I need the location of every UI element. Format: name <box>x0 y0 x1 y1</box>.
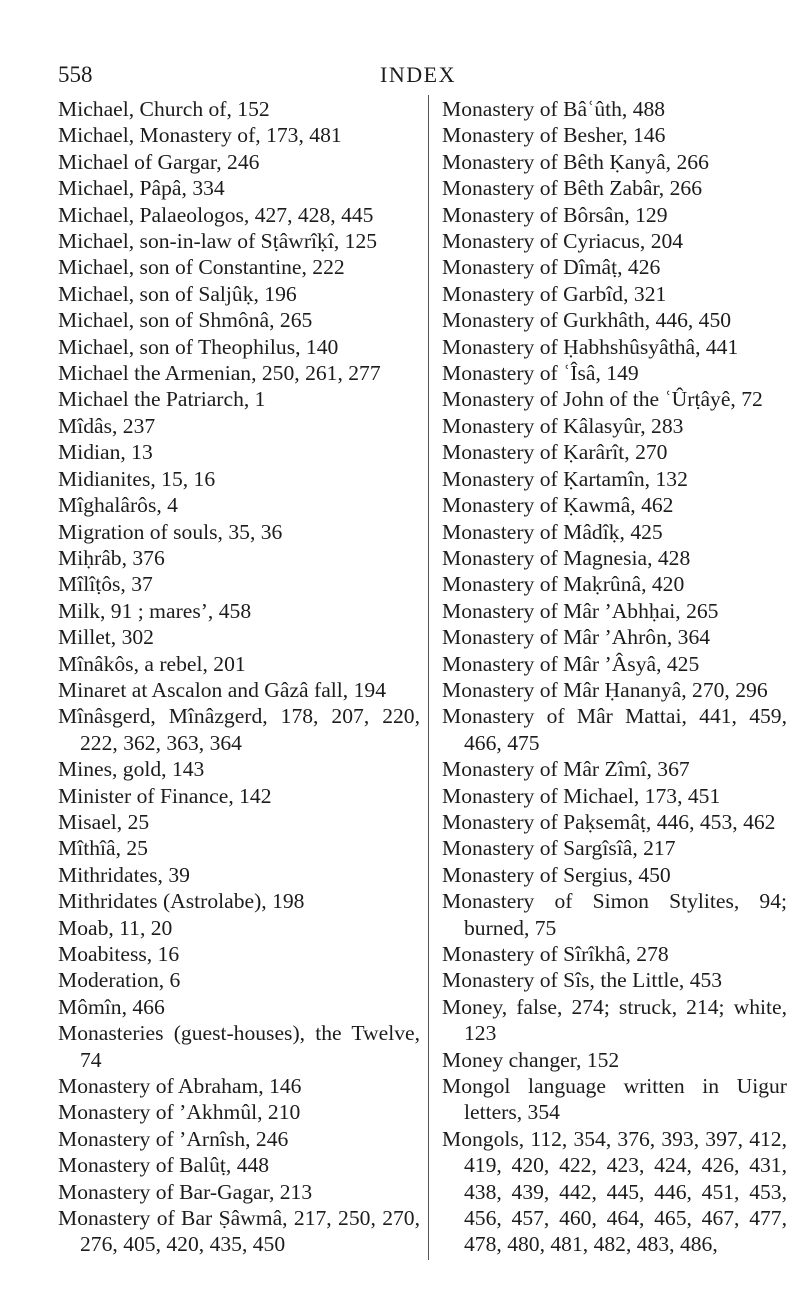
index-entry: Monastery of John of the ʿÛrṭâyê, 72 <box>442 387 763 412</box>
index-entry: Mîlîṭôs, 37 <box>58 572 153 597</box>
index-entry: Monastery of Bar Ṣâwmâ, 217, 250, 270, 276, 405, 420, 435, 450 <box>58 1206 420 1257</box>
index-entry: Monastery of Besher, 146 <box>442 123 666 148</box>
index-entry: Monastery of Abraham, 146 <box>58 1074 302 1099</box>
index-entry: Monasteries (guest-houses), the Twelve, 74 <box>58 1021 420 1072</box>
index-entry: Monastery of Garbîd, 321 <box>442 281 667 306</box>
index-entry: Miḥrâb, 376 <box>58 545 165 570</box>
index-entry: Milk, 91 ; mares’, 458 <box>58 598 252 623</box>
index-column-left <box>58 96 420 1258</box>
index-entry: Monastery of Sergius, 450 <box>442 862 671 887</box>
index-entry: Money, false, 274; struck, 214; white, 123 <box>442 994 787 1046</box>
index-entry: Monastery of Bar-Gagar, 213 <box>58 1179 313 1204</box>
index-entry: Misael, 25 <box>58 809 150 834</box>
index-entry: Monastery of Ḳarârît, 270 <box>442 440 668 465</box>
index-entry: Monastery of Sîrîkhâ, 278 <box>442 942 669 966</box>
index-entry: Monastery of Kâlasyûr, 283 <box>442 413 684 438</box>
index-entry: Monastery of Michael, 173, 451 <box>442 783 721 808</box>
index-entry: Minaret at Ascalon and Gâzâ fall, 194 <box>58 677 386 702</box>
index-entry: Monastery of Sîs, the Little, 453 <box>442 968 723 993</box>
index-entry: Monastery of Mâr Mattai, 441, 459, 466, 475 <box>442 704 787 755</box>
index-entry: Monastery of Maḳrûnâ, 420 <box>442 572 685 597</box>
index-entry: Michael, son of Theophilus, 140 <box>58 334 339 359</box>
index-entry: Monastery of Balûṭ, 448 <box>58 1153 270 1178</box>
page-number: 558 <box>58 62 93 87</box>
index-entry: Monastery of Mâr Ḥananyâ, 270, 296 <box>442 677 768 702</box>
index-entry: Michael, Church of, 152 <box>58 97 270 121</box>
index-entry: Mômîn, 466 <box>58 994 165 1019</box>
index-entry: Monastery of Ḳartamîn, 132 <box>442 466 688 491</box>
index-entry: Monastery of Mâdîḳ, 425 <box>442 519 663 544</box>
index-entry: Mines, gold, 143 <box>58 757 205 782</box>
index-entry: Monastery of Mâr ’Abhḥai, 265 <box>442 598 719 623</box>
index-entry: Monastery of Mâr ’Âsyâ, 425 <box>442 651 700 676</box>
index-entry: Michael, son of Saljûḳ, 196 <box>58 281 297 306</box>
index-entry: Monastery of Ḥabhshûsyâthâ, 441 <box>442 334 739 359</box>
index-entry: Michael of Gargar, 246 <box>58 149 260 174</box>
index-entry: Michael, son of Shmônâ, 265 <box>58 308 313 333</box>
index-entry: Monastery of ’Akhmûl, 210 <box>58 1100 301 1125</box>
index-entry: Mîghalârôs, 4 <box>58 493 178 518</box>
index-entry: Midian, 13 <box>58 440 153 465</box>
index-entry: Michael, Pâpâ, 334 <box>58 176 225 201</box>
index-entry: Mîthîâ, 25 <box>58 836 148 861</box>
index-entry: Moab, 11, 20 <box>58 915 173 940</box>
index-entry: Money changer, 152 <box>442 1047 620 1072</box>
index-entry: Michael, Palaeologos, 427, 428, 445 <box>58 202 374 227</box>
index-entry: Millet, 302 <box>58 625 154 650</box>
index-entry: Midianites, 15, 16 <box>58 466 216 491</box>
index-entry: Michael, son-in-law of Sṭâwrîḳî, 125 <box>58 229 378 254</box>
index-entry: Moderation, 6 <box>58 968 181 993</box>
index-entry: Michael the Armenian, 250, 261, 277 <box>58 361 381 386</box>
index-entry: Monastery of Ḳawmâ, 462 <box>442 493 674 518</box>
index-entry: Monastery of Paḳsemâṭ, 446, 453, 462 <box>442 809 776 834</box>
index-entry: Monastery of Bâʿûth, 488 <box>442 97 666 121</box>
index-entry: Monastery of Bôrsân, 129 <box>442 202 668 227</box>
index-entry: Monastery of Sargîsîâ, 217 <box>442 836 676 861</box>
index-entry: Minister of Finance, 142 <box>58 783 272 808</box>
index-column-right <box>442 96 787 1258</box>
index-entry: Michael, son of Constantine, 222 <box>58 255 345 280</box>
index-entry: Mithridates (Astrolabe), 198 <box>58 889 305 914</box>
index-entry: Monastery of Magnesia, 428 <box>442 545 691 570</box>
index-entry: Michael, Monastery of, 173, 481 <box>58 123 342 148</box>
index-entry: Mînâkôs, a rebel, 201 <box>58 651 246 676</box>
index-entry: Mongol language written in Uigur letters, 354 <box>442 1074 787 1125</box>
index-entry: Moabitess, 16 <box>58 942 180 966</box>
index-entry: Monastery of Bêth Zabâr, 266 <box>442 176 702 201</box>
index-entry: Mithridates, 39 <box>58 862 190 887</box>
index-entry: Mongols, 112, 354, 376, 393, 397, 412, 419, 420, 422, 423, 424, 426, 431, 438, 439, 442, 445, 446, 451, 453, 456, 457, 460, 464, 465, 467, 477, 478, 480, 481, 482, 483, 486, <box>442 1126 787 1257</box>
running-head: INDEX <box>380 62 456 87</box>
index-entry: Monastery of Bêth Ḳanyâ, 266 <box>442 149 709 174</box>
index-entry: Migration of souls, 35, 36 <box>58 519 283 544</box>
index-entry: Monastery of ’Arnîsh, 246 <box>58 1126 289 1151</box>
page-header <box>58 62 758 92</box>
index-entry: Monastery of Dîmâṭ, 426 <box>442 255 661 280</box>
index-entry: Monastery of Simon Stylites, 94; burned, 75 <box>442 889 787 940</box>
index-entry: Mîdâs, 237 <box>58 413 156 438</box>
index-entry: Mînâsgerd, Mînâzgerd, 178, 207, 220, 222, 362, 363, 364 <box>58 704 420 755</box>
index-entry: Monastery of Mâr Zîmî, 367 <box>442 757 690 782</box>
index-entry: Monastery of Cyriacus, 204 <box>442 229 684 254</box>
column-divider <box>428 95 429 1260</box>
index-entry: Michael the Patriarch, 1 <box>58 387 266 412</box>
index-entry: Monastery of Mâr ’Ahrôn, 364 <box>442 625 711 650</box>
index-entry: Monastery of Gurkhâth, 446, 450 <box>442 308 732 333</box>
index-entry: Monastery of ʿÎsâ, 149 <box>442 361 639 386</box>
